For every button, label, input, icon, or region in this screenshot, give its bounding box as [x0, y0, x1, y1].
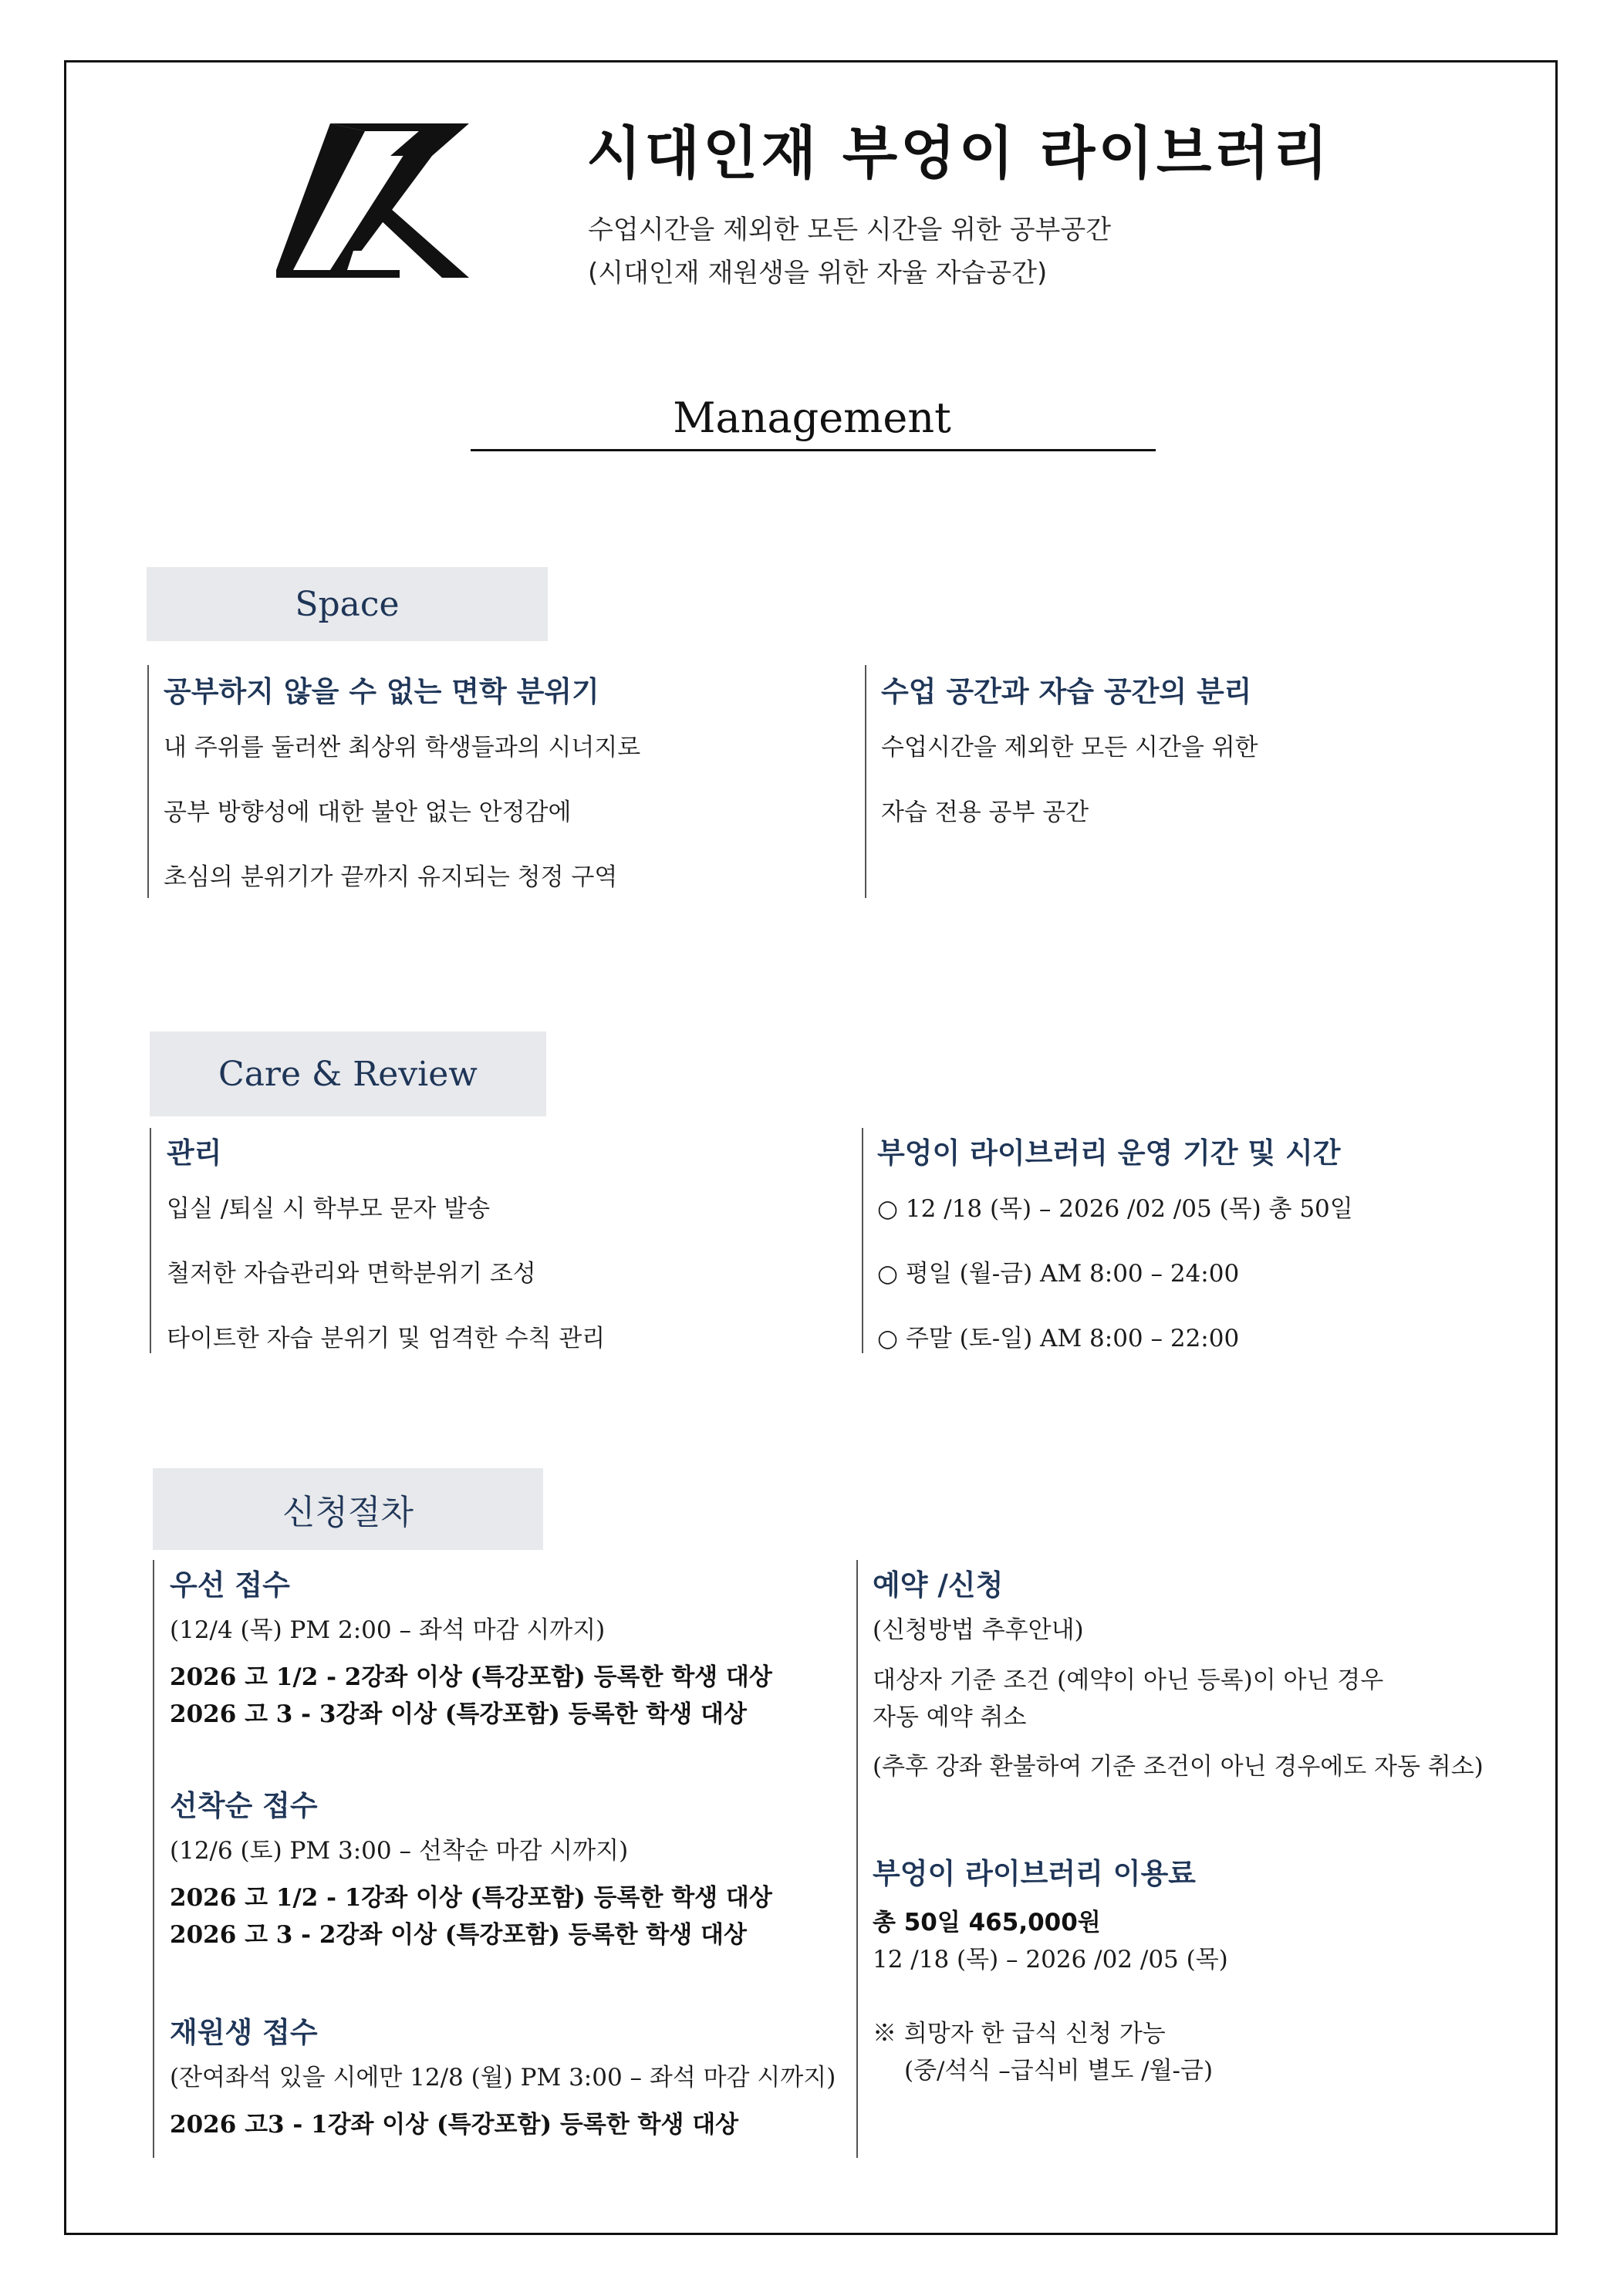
- reservation-heading: 예약 /신청: [873, 1568, 1004, 1602]
- fee-total: 총 50일 465,000원: [873, 1909, 1101, 1936]
- first-come-heading: 선착순 접수: [170, 1789, 318, 1822]
- heading-underline: [471, 449, 1156, 451]
- space-right-line: 수업시간을 제외한 모든 시간을 위한: [881, 734, 1258, 761]
- first-come-note: (12/6 (토) PM 3:00 – 선착순 마감 시까지): [170, 1837, 629, 1865]
- priority-note: (12/4 (목) PM 2:00 – 좌석 마감 시까지): [170, 1616, 606, 1644]
- tab-space-label: Space: [295, 584, 400, 624]
- space-right-line: 자습 전용 공부 공간: [881, 799, 1089, 826]
- tab-space: [147, 567, 548, 641]
- divider-left: [147, 665, 149, 898]
- care-right-line: ○ 주말 (토-일) AM 8:00 – 22:00: [877, 1325, 1240, 1352]
- tab-apply: [153, 1468, 543, 1550]
- space-left-line: 공부 방향성에 대한 불안 없는 안정감에: [164, 799, 572, 826]
- page-title: 시대인재 부엉이 라이브러리: [586, 120, 1332, 187]
- tab-care-label: Care & Review: [218, 1054, 478, 1094]
- care-right-heading: 부엉이 라이브러리 운영 기간 및 시간: [877, 1136, 1341, 1170]
- care-right-line: ○ 12 /18 (목) – 2026 /02 /05 (목) 총 50일: [877, 1195, 1353, 1223]
- tab-apply-label: 신청절차: [282, 1493, 414, 1532]
- subtitle-1: 수업시간을 제외한 모든 시간을 위한 공부공간: [588, 214, 1112, 245]
- first-come-item: 2026 고 1/2 - 1강좌 이상 (특강포함) 등록한 학생 대상: [170, 1884, 772, 1912]
- reservation-line: 대상자 기준 조건 (예약이 아닌 등록)이 아닌 경우: [873, 1666, 1384, 1694]
- priority-item: 2026 고 1/2 - 2강좌 이상 (특강포함) 등록한 학생 대상: [170, 1663, 772, 1691]
- priority-heading: 우선 접수: [170, 1568, 290, 1602]
- reservation-line: (추후 강좌 환불하여 기준 조건이 아닌 경우에도 자동 취소): [873, 1753, 1484, 1781]
- enrolled-note: (잔여좌석 있을 시에만 12/8 (월) PM 3:00 – 좌석 마감 시까지): [170, 2064, 836, 2092]
- priority-item: 2026 고 3 - 3강좌 이상 (특강포함) 등록한 학생 대상: [170, 1700, 747, 1728]
- divider-right: [856, 1560, 858, 2158]
- enrolled-heading: 재원생 접수: [170, 2016, 318, 2049]
- care-left-line: 철저한 자습관리와 면학분위기 조성: [167, 1260, 536, 1288]
- meal-note-detail: (중/석식 –급식비 별도 /월-금): [904, 2057, 1214, 2085]
- logo-icon: [276, 123, 469, 278]
- fee-period: 12 /18 (목) – 2026 /02 /05 (목): [873, 1946, 1228, 1974]
- meal-note: ※ 희망자 한 급식 신청 가능: [873, 2020, 1166, 2048]
- space-right-heading: 수업 공간과 자습 공간의 분리: [881, 675, 1252, 708]
- care-right-line: ○ 평일 (월-금) AM 8:00 – 24:00: [877, 1260, 1240, 1288]
- space-left-line: 내 주위를 둘러싼 최상위 학생들과의 시너지로: [164, 734, 641, 761]
- subtitle-2: (시대인재 재원생을 위한 자율 자습공간): [588, 258, 1048, 289]
- space-left-heading: 공부하지 않을 수 없는 면학 분위기: [164, 675, 599, 708]
- reservation-note: (신청방법 추후안내): [873, 1616, 1084, 1644]
- care-left-line: 입실 /퇴실 시 학부모 문자 발송: [167, 1195, 491, 1223]
- divider-right: [865, 665, 866, 898]
- reservation-line: 자동 예약 취소: [873, 1703, 1027, 1731]
- management-heading: Management: [673, 393, 951, 442]
- enrolled-item: 2026 고3 - 1강좌 이상 (특강포함) 등록한 학생 대상: [170, 2111, 739, 2139]
- divider-left: [150, 1128, 151, 1353]
- care-left-heading: 관리: [167, 1136, 222, 1170]
- care-left-line: 타이트한 자습 분위기 및 엄격한 수칙 관리: [167, 1325, 606, 1352]
- divider-right: [862, 1128, 863, 1353]
- first-come-item: 2026 고 3 - 2강좌 이상 (특강포함) 등록한 학생 대상: [170, 1921, 747, 1949]
- divider-left: [153, 1560, 154, 2158]
- fee-heading: 부엉이 라이브러리 이용료: [873, 1857, 1196, 1890]
- tab-care-review: [150, 1032, 546, 1116]
- space-left-line: 초심의 분위기가 끝까지 유지되는 청정 구역: [164, 863, 618, 891]
